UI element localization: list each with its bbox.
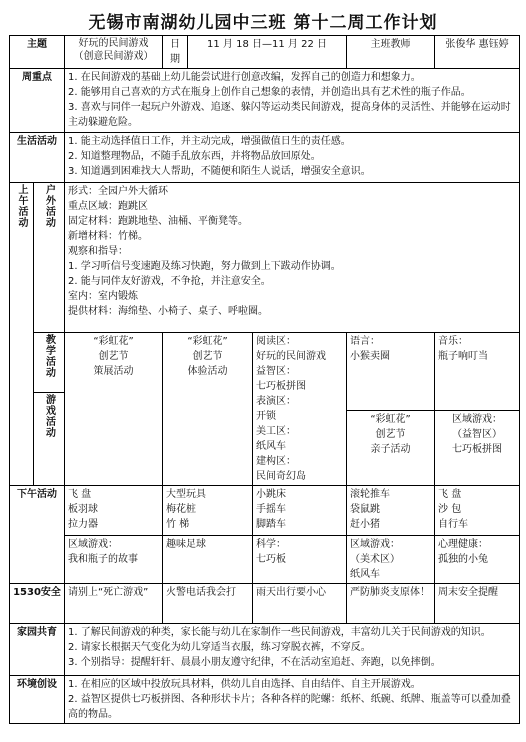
teacher-value: 张俊华 惠钰婷 (435, 36, 520, 69)
outdoor-line: 室内：室内锻炼 (68, 291, 138, 302)
focus-line: 2. 能够用自己喜欢的方式在瓶身上创作自己想象的表情，并创造出具有艺术性的瓶子作品。 (68, 87, 471, 98)
afternoon-row-1 (10, 486, 520, 536)
life-line: 2. 知道整理物品，不随手乱放东西，并将物品放回原处。 (68, 151, 321, 162)
pm-item: 梅花桩 (166, 504, 196, 515)
focus-row (10, 69, 520, 133)
family-line: 1. 了解民间游戏的种类，家长能与幼儿在家制作一些民间游戏，丰富幼儿关于民间游戏的知识。 (68, 627, 491, 638)
thu-teaching-line: 小猴卖圈 (350, 351, 391, 362)
pm-sports-mon (65, 486, 163, 536)
teaching-label: 教学活动 (43, 334, 55, 378)
thu-game-line: 创艺节 (375, 429, 406, 440)
pm-item: 板羽球 (68, 504, 98, 515)
fri-game-line: 区域游戏： (452, 414, 503, 425)
pm-item: （美术区） (350, 554, 401, 565)
outdoor-line: 提供材料：海绵垫、小椅子、桌子、呼啦圈。 (68, 306, 268, 317)
outdoor-label-cell (34, 183, 65, 333)
wed-activity-line: 建构区： (256, 456, 296, 467)
pm-activity-fri (435, 536, 520, 584)
pm-item: 大型玩具 (166, 489, 206, 500)
thu-game (347, 411, 435, 486)
outdoor-content (65, 183, 520, 333)
safety-item-fri: 周末安全提醒 (435, 584, 520, 624)
fri-game (435, 411, 520, 486)
morning-label-cell (10, 183, 34, 486)
mon-activity-line: 创艺节 (98, 351, 129, 362)
pm-item: 滚轮推车 (350, 489, 391, 500)
fri-game-line: （益智区） (452, 429, 503, 440)
pm-item: 科学： (256, 539, 286, 550)
mon-activity (65, 333, 163, 486)
safety-item-mon: 请别上“死亡游戏” (65, 584, 163, 624)
fri-game-line: 七巧板拼图 (452, 444, 503, 455)
pm-item: 赶小猪 (350, 519, 381, 530)
pm-item: 沙 包 (438, 504, 462, 515)
focus-line: 3. 喜欢与同伴一起玩户外游戏、追逐、躲闪等运动类民间游戏，提高身体的灵活性、并能够在运动时主动躲避危险。 (68, 102, 511, 128)
fri-teaching (435, 333, 520, 411)
safety-item-wed: 雨天出行要小心 (253, 584, 347, 624)
family-label: 家园共育 (10, 624, 65, 676)
wed-activity-line: 纸风车 (256, 441, 286, 452)
teaching-label-cell (34, 333, 65, 393)
pm-item: 袋鼠跳 (350, 504, 381, 515)
afternoon-label: 下午活动 (10, 486, 65, 584)
safety-label: 1530安全 (10, 584, 65, 624)
afternoon-row-2 (10, 536, 520, 584)
outdoor-line: 固定材料：跑跳地垫、油桶、平衡凳等。 (68, 216, 248, 227)
pm-item: 七巧板 (256, 554, 286, 565)
wed-activity-line: 开锁 (256, 411, 276, 422)
wed-activity-line: 好玩的民间游戏 (256, 351, 326, 362)
plan-table (9, 35, 520, 724)
theme-value: 好玩的民间游戏 （创意民间游戏） (65, 36, 163, 69)
pm-item: 小跳床 (256, 489, 286, 500)
family-content (65, 624, 520, 676)
teaching-row (10, 333, 520, 393)
morning-label: 上午活动 (16, 184, 27, 228)
environment-label: 环境创设 (10, 676, 65, 724)
safety-item-tue: 火警电话我会打 (163, 584, 253, 624)
pm-item: 自行车 (438, 519, 469, 530)
pm-sports-wed (253, 486, 347, 536)
theme-label: 主题 (10, 36, 65, 69)
family-line: 2. 请家长根据天气变化为幼儿穿适当衣服，练习穿脱衣裤，不穿反。 (68, 642, 371, 653)
outdoor-label: 户外活动 (43, 184, 55, 228)
teacher-label: 主班教师 (347, 36, 435, 69)
thu-game-line: 亲子活动 (370, 444, 411, 455)
tue-activity (163, 333, 253, 486)
outdoor-line: 1. 学习听信号变速跑及练习快跑，努力做到上下跋动作协调。 (68, 261, 341, 272)
life-line: 1. 能主动选择值日工作，并主动完成，增强做值日生的责任感。 (68, 136, 351, 147)
outdoor-line: 重点区域：跑跳区 (68, 201, 148, 212)
pm-item: 我和瓶子的故事 (68, 554, 138, 565)
safety-item-thu: 严防肺炎支原体！ (347, 584, 435, 624)
pm-item: 飞 盘 (68, 489, 92, 500)
pm-item: 孤独的小兔 (438, 554, 489, 565)
mon-activity-line: “彩虹花” (93, 336, 134, 347)
document-title: 无锡市南湖幼儿园中三班 第十二周工作计划 (88, 13, 438, 33)
thu-game-line: “彩虹花” (370, 414, 411, 425)
tue-activity-line: “彩虹花” (187, 336, 228, 347)
date-label: 日期 (163, 36, 188, 69)
pm-activity-mon (65, 536, 163, 584)
outdoor-row (10, 183, 520, 333)
pm-item: 拉力器 (68, 519, 98, 530)
wed-activity-line: 阅读区： (256, 336, 296, 347)
pm-sports-thu (347, 486, 435, 536)
wed-activity (253, 333, 347, 486)
pm-item: 心理健康： (438, 539, 489, 550)
life-label: 生活活动 (10, 133, 65, 183)
thu-teaching-line: 语言： (350, 336, 381, 347)
focus-label: 周重点 (10, 69, 65, 133)
pm-activity-tue (163, 536, 253, 584)
environment-line: 1. 在相应的区域中投放玩具材料，供幼儿自由选择、自由结伴、自主开展游戏。 (68, 679, 421, 690)
pm-activity-wed (253, 536, 347, 584)
pm-item: 纸风车 (350, 569, 381, 580)
outdoor-line: 2. 能与同伴友好游戏，不争抢，并注意安全。 (68, 276, 271, 287)
family-row (10, 624, 520, 676)
pm-item: 区域游戏： (68, 539, 118, 550)
thu-teaching (347, 333, 435, 411)
life-line: 3. 知道遇到困难找大人帮助，不随便和陌生人说话，增强安全意识。 (68, 166, 371, 177)
pm-item: 竹 梯 (166, 519, 190, 530)
tue-activity-line: 创艺节 (192, 351, 223, 362)
wed-activity-line: 表演区： (256, 396, 296, 407)
fri-teaching-line: 音乐： (438, 336, 469, 347)
wed-activity-line: 民间奇幻岛 (256, 471, 306, 482)
game-label: 游戏活动 (43, 394, 55, 438)
header-row (10, 36, 520, 69)
game-label-cell (34, 393, 65, 486)
wed-activity-line: 美工区： (256, 426, 296, 437)
safety-row (10, 584, 520, 624)
pm-item: 趣味足球 (166, 539, 206, 550)
environment-line: 2. 益智区提供七巧板拼图、各种形状卡片；各种各样的陀螺：纸杯、纸碗、纸牌、瓶盖等可以叠加叠高的物品。 (68, 694, 511, 720)
outdoor-line: 观察和指导： (68, 246, 128, 257)
outdoor-line: 形式：全园户外大循环 (68, 186, 168, 197)
pm-item: 手摇车 (256, 504, 286, 515)
environment-content (65, 676, 520, 724)
focus-content (65, 69, 520, 133)
wed-activity-line: 七巧板拼图 (256, 381, 306, 392)
life-content (65, 133, 520, 183)
pm-item: 飞 盘 (438, 489, 462, 500)
fri-teaching-line: 瓶子响叮当 (438, 351, 489, 362)
pm-item: 脚踏车 (256, 519, 286, 530)
outdoor-line: 新增材料：竹梯。 (68, 231, 148, 242)
pm-sports-fri (435, 486, 520, 536)
pm-activity-thu (347, 536, 435, 584)
family-line: 3. 个别指导：提醒轩轩、晨晨小朋友遵守纪律，不在活动室追赶、奔跑，以免摔倒。 (68, 657, 441, 668)
mon-activity-line: 策展活动 (93, 366, 134, 377)
pm-sports-tue (163, 486, 253, 536)
life-row (10, 133, 520, 183)
focus-line: 1. 在民间游戏的基础上幼儿能尝试进行创意改编，发挥自己的创造力和想象力。 (68, 72, 421, 83)
wed-activity-line: 益智区： (256, 366, 296, 377)
date-value: 11 月 18 日—11 月 22 日 (188, 36, 347, 69)
environment-row (10, 676, 520, 724)
pm-item: 区域游戏： (350, 539, 401, 550)
tue-activity-line: 体验活动 (187, 366, 228, 377)
